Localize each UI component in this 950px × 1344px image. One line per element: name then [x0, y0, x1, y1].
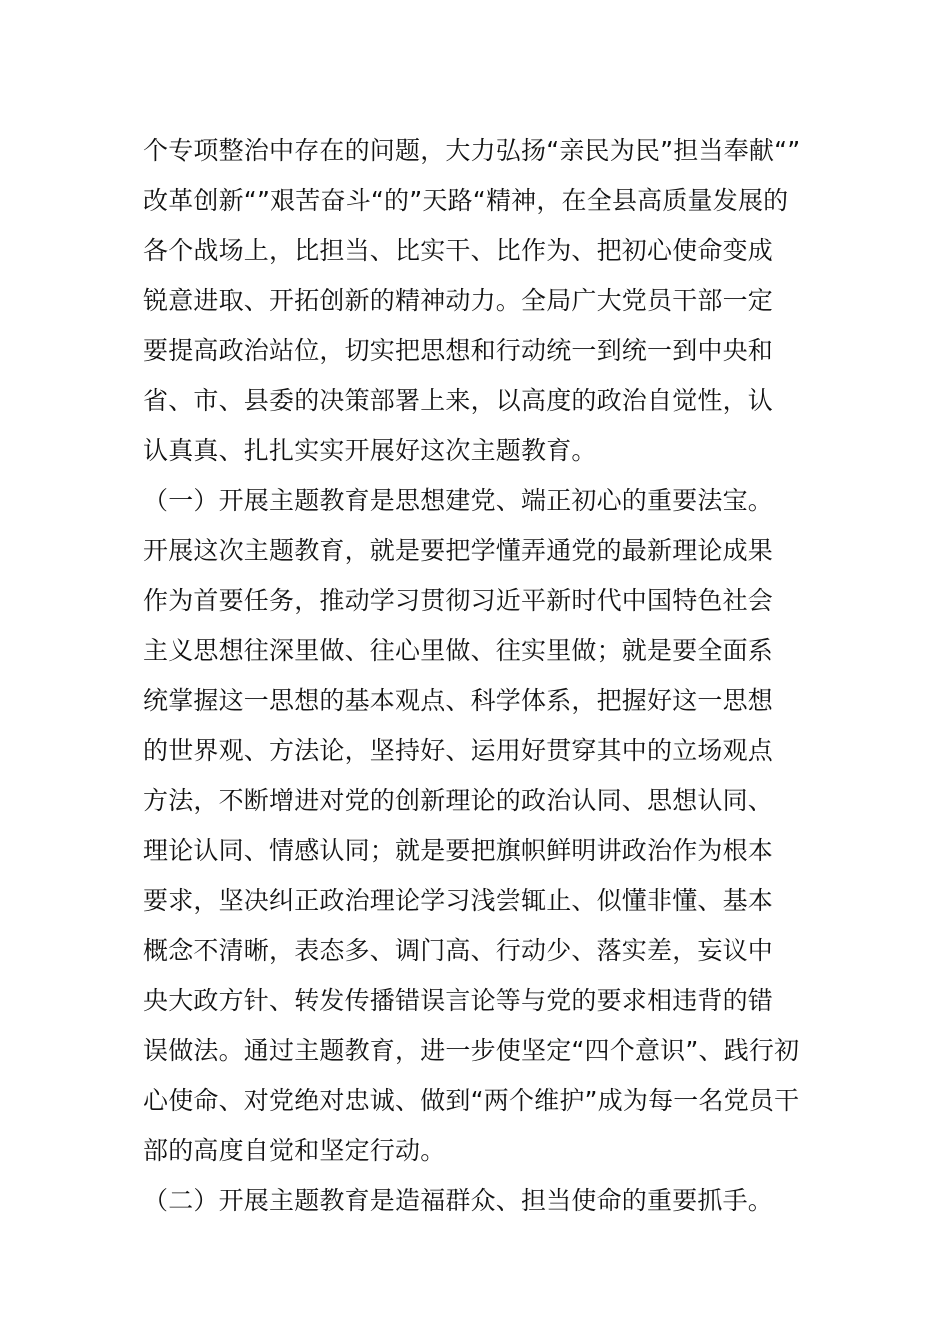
body-text-line: 央大政方针、转发传播错误言论等与党的要求相违背的错 [143, 986, 774, 1015]
body-text-line: 认真真、扎扎实实开展好这次主题教育。 [143, 436, 597, 465]
body-text-line: 要求，坚决纠正政治理论学习浅尝辄止、似懂非懂、基本 [143, 886, 774, 915]
body-text-line: 作为首要任务，推动学习贯彻习近平新时代中国特色社会 [143, 586, 774, 615]
body-text-line: 锐意进取、开拓创新的精神动力。全局广大党员干部一定 [143, 286, 774, 315]
body-text-line: 心使命、对党绝对忠诚、做到“两个维护”成为每一名党员干 [143, 1086, 800, 1115]
body-text-line: 各个战场上，比担当、比实干、比作为、把初心使命变成 [143, 236, 774, 265]
body-text-line: 改革创新“”艰苦奋斗“的”天路“精神，在全县高质量发展的 [143, 186, 789, 215]
body-text-line: 个专项整治中存在的问题，大力弘扬“亲民为民”担当奉献“” [143, 136, 801, 165]
section-heading: （一）开展主题教育是思想建党、端正初心的重要法宝。 [143, 486, 774, 515]
section-heading: （二）开展主题教育是造福群众、担当使命的重要抓手。 [143, 1186, 774, 1215]
body-text-line: 方法，不断增进对党的创新理论的政治认同、思想认同、 [143, 786, 774, 815]
body-text-line: 部的高度自觉和坚定行动。 [143, 1136, 446, 1165]
body-text-line: 概念不清晰，表态多、调门高、行动少、落实差，妄议中 [143, 936, 774, 965]
body-text-line: 要提高政治站位，切实把思想和行动统一到统一到中央和 [143, 336, 774, 365]
body-text-line: 开展这次主题教育，就是要把学懂弄通党的最新理论成果 [143, 536, 774, 565]
body-text-line: 统掌握这一思想的基本观点、科学体系，把握好这一思想 [143, 686, 774, 715]
body-text-line: 主义思想往深里做、往心里做、往实里做；就是要全面系 [143, 636, 774, 665]
body-text-line: 理论认同、情感认同；就是要把旗帜鲜明讲政治作为根本 [143, 836, 774, 865]
body-text-line: 误做法。通过主题教育，进一步使坚定“四个意识”、践行初 [143, 1036, 800, 1065]
body-text-line: 的世界观、方法论，坚持好、运用好贯穿其中的立场观点 [143, 736, 774, 765]
body-text-line: 省、市、县委的决策部署上来，以高度的政治自觉性，认 [143, 386, 774, 415]
